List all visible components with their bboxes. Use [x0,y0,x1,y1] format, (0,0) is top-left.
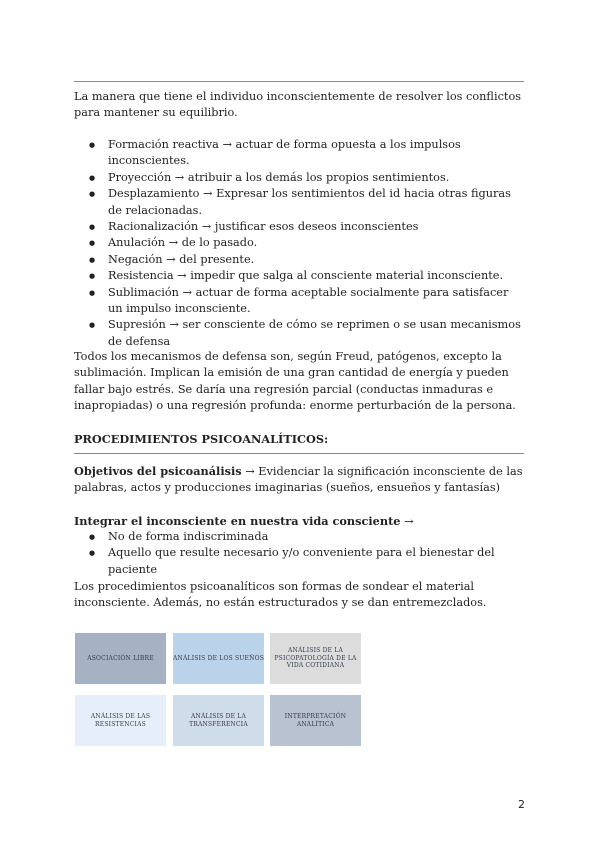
objectives-paragraph [74,463,526,497]
procedure-box-resistencias: ANÁLISIS DE LAS RESISTENCIAS [75,695,166,746]
procedures-paragraph: Los procedimientos psicoanalíticos son formas de sondear el material inconsciente. Además, no están estructurados y se dan entremezclados. [74,580,487,610]
procedure-box-asociacion-libre: ASOCIACIÓN LIBRE [75,633,166,684]
list-item: ● Aquello que resulte necesario y/o conveniente para el bienestar del paciente [74,545,526,578]
page-number: 2 [518,798,525,811]
list-item: ● Racionalización → justificar esos deseos inconscientes [74,219,526,235]
objectives-text: → Evidenciar la significación inconsciente de las palabras, actos y producciones imaginarias (sueños, ensueños y fantasías) [74,465,523,495]
objectives-label: Objetivos del psicoanálisis [74,464,242,478]
list-item: ● Anulación → de lo pasado. [74,235,526,251]
procedure-box-analisis-suenos: ANÁLISIS DE LOS SUEÑOS [173,633,264,684]
integrate-arrow: → [400,515,414,528]
procedure-box-interpretacion: INTERPRETACIÓN ANALÍTICA [270,695,361,746]
list-item: ● Supresión → ser consciente de cómo se reprimen o se usan mecanismos de defensa [74,317,526,350]
list-item: ● Negación → del presente. [74,252,526,268]
integrate-heading [74,513,526,530]
list-item: ● No de forma indiscriminada [74,529,526,545]
list-item: ● Resistencia → impedir que salga al consciente material inconsciente. [74,268,526,284]
list-item: ● Sublimación → actuar de forma aceptable socialmente para satisfacer un impulso inconsciente. [74,285,526,318]
intro-paragraph: La manera que tiene el individuo inconscientemente de resolver los conflictos para mantener su equilibrio. [74,90,522,120]
procedure-box-psicopatologia: ANÁLISIS DE LA PSICOPATOLOGÍA DE LA VIDA COTIDIANA [270,633,361,684]
integrate-label: Integrar el inconsciente en nuestra vida consciente [74,514,401,528]
list-item: ● Desplazamiento → Expresar los sentimientos del id hacia otras figuras de relacionadas. [74,186,526,219]
section-divider [74,453,524,454]
section-heading: PROCEDIMIENTOS PSICOANALÍTICOS: [74,432,329,446]
integrate-list [74,529,526,578]
top-divider [74,81,524,82]
defense-mechanisms-list [74,137,526,350]
freud-paragraph: Todos los mecanismos de defensa son, según Freud, patógenos, excepto la sublimación. Implican la emisión de una gran cantidad de energía y pueden fallar bajo estrés. Se daría una regresión parcial (conductas inmaduras e inapropiadas) o una regresión profunda: enorme perturbación de la persona. [74,350,516,413]
list-item: ● Proyección → atribuir a los demás los propios sentimientos. [74,170,526,186]
list-item: ● Formación reactiva → actuar de forma opuesta a los impulsos inconscientes. [74,137,526,170]
procedure-box-transferencia: ANÁLISIS DE LA TRANSFERENCIA [173,695,264,746]
